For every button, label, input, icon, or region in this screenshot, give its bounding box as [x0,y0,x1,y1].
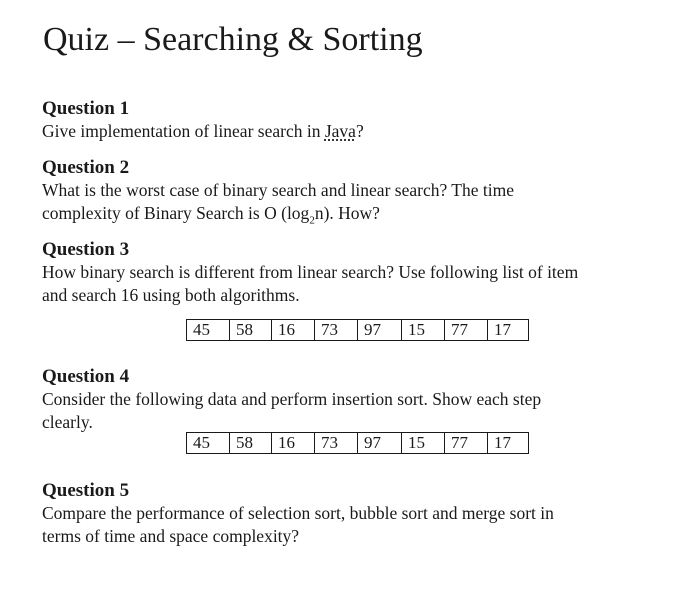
table-row [187,320,529,341]
question-2-line-2-part-a: complexity of Binary Search is O (log [42,203,310,223]
question-5 [42,480,662,548]
question-3 [42,239,662,307]
page-title: Quiz – Searching & Sorting [43,21,423,58]
question-4-line-1: Consider the following data and perform insertion sort. Show each step [42,389,542,409]
question-2-heading: Question 2 [42,157,130,178]
question-5-line-1: Compare the performance of selection sort, bubble sort and merge sort in [42,503,554,523]
question-2 [42,157,662,233]
question-1-text-java: Java [324,121,356,141]
table-cell: 17 [488,433,529,454]
table-cell: 77 [445,433,488,454]
table-cell: 58 [230,433,272,454]
question-3-data-table [186,319,529,341]
question-2-line-2 [42,202,662,233]
question-4-heading: Question 4 [42,366,130,387]
table-cell: 16 [272,320,315,341]
table-cell: 97 [358,433,402,454]
question-2-line-2-part-b: n). How? [314,203,380,223]
question-2-line-1: What is the worst case of binary search and linear search? The time [42,180,514,200]
table-cell: 73 [315,433,358,454]
question-4 [42,366,662,434]
question-1-text [42,120,662,143]
table-cell: 58 [230,320,272,341]
question-4-line-2: clearly. [42,412,93,432]
table-cell: 15 [402,433,445,454]
question-3-heading: Question 3 [42,239,130,260]
question-3-line-2: and search 16 using both algorithms. [42,285,300,305]
question-5-heading: Question 5 [42,480,130,501]
question-4-data-table [186,432,529,454]
question-1-text-before: Give implementation of linear search in [42,121,325,141]
question-2-subscript: 2 [309,214,315,227]
question-5-line-2: terms of time and space complexity? [42,526,300,546]
question-1-heading: Question 1 [42,98,130,119]
table-cell: 77 [445,320,488,341]
table-cell: 16 [272,433,315,454]
table-cell: 45 [187,320,230,341]
table-row [187,433,529,454]
question-3-line-1: How binary search is different from linear search? Use following list of item [42,262,579,282]
table-cell: 97 [358,320,402,341]
table-cell: 17 [488,320,529,341]
table-cell: 45 [187,433,230,454]
table-cell: 73 [315,320,358,341]
question-1 [42,98,662,143]
question-1-text-after: ? [355,121,364,141]
table-cell: 15 [402,320,445,341]
